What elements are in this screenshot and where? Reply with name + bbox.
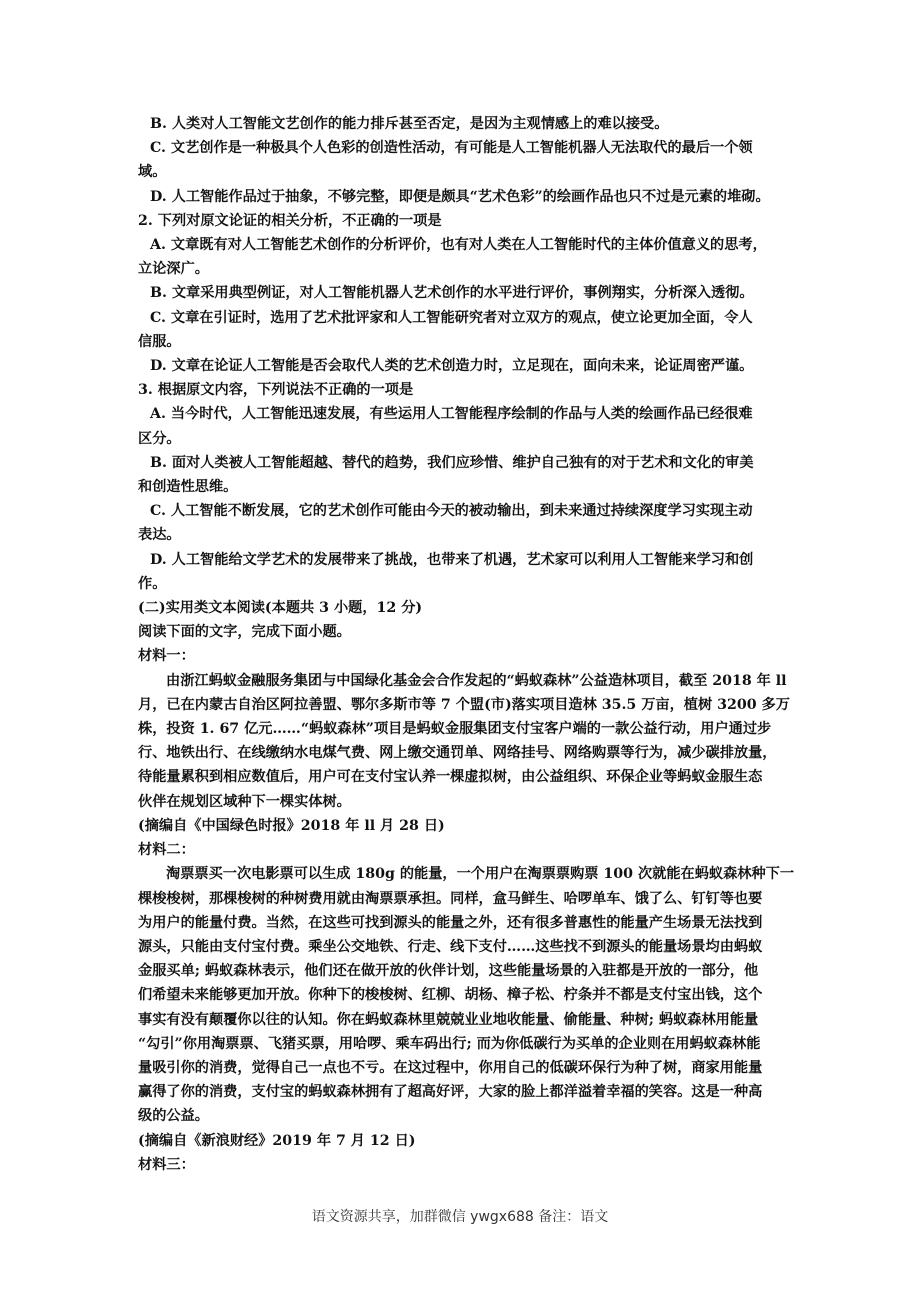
- material2-line: 量吸引你的消费，觉得自己一点也不亏。在这过程中，你用自己的低碳环保行为种了树，商家用能量: [138, 1059, 763, 1076]
- page-content: [138, 112, 795, 1177]
- material2-line: 事实有没有颠覆你以往的认知。你在蚂蚁森林里兢兢业业地收能量、偷能量、种树; 蚂蚁森林用能量: [138, 1011, 759, 1028]
- q1-option-c: C. 文艺创作是一种极具个人色彩的创造性活动，有可能是人工智能机器人无法取代的最后一个领: [150, 140, 753, 157]
- material1-line: 由浙江蚂蚁金融服务集团与中国绿化基金会合作发起的“蚂蚁森林”公益造林项目，截至 2018 年 ll: [166, 672, 787, 689]
- q2-option-c-cont: 信服。: [138, 333, 181, 350]
- material2-line: 级的公益。: [138, 1108, 209, 1125]
- section-title: (二)实用类文本阅读(本题共 3 小题，12 分): [138, 600, 423, 617]
- material1-line: 待能量累积到相应数值后，用户可在支付宝认养一棵虚拟树，由公益组织、环保企业等蚂蚁金服生态: [138, 769, 763, 786]
- material1-line: 株，投资 1. 67 亿元……“蚂蚁森林”项目是蚂蚁金服集团支付宝客户端的一款公益行动，用户通过步: [138, 721, 772, 738]
- q3-option-d-cont: 作。: [138, 575, 167, 592]
- q3-option-c-cont: 表达。: [138, 527, 181, 544]
- material2-label: 材料二：: [138, 842, 195, 859]
- q2-option-a: A. 文章既有对人工智能艺术创作的分析评价，也有对人类在人工智能时代的主体价值意义的思考，: [150, 237, 767, 254]
- page-footer: 语文资源共享，加群微信 ywgx688 备注：语文: [311, 1209, 609, 1225]
- q1-option-b: B. 人类对人工智能文艺创作的能力排斥甚至否定，是因为主观情感上的难以接受。: [150, 116, 669, 132]
- material3-label: 材料三：: [138, 1156, 195, 1173]
- material2-line: 赢得了你的消费，支付宝的蚂蚁森林拥有了超高好评，大家的脸上都洋溢着幸福的笑容。这是一种高: [138, 1084, 763, 1101]
- q1-option-d: D. 人工智能作品过于抽象，不够完整，即便是颇具“艺术色彩”的绘画作品也只不过是元素的堆砌。: [150, 188, 770, 205]
- material1-line: 伙伴在规划区域种下一棵实体树。: [138, 793, 351, 810]
- material2-line: 源头，只能由支付宝付费。乘坐公交地铁、行走、线下支付……这些找不到源头的能量场景均由蚂蚁: [138, 938, 763, 955]
- q3-option-c: C. 人工智能不断发展，它的艺术创作可能由今天的被动输出，到未来通过持续深度学习实现主动: [150, 503, 753, 520]
- material2-line: 们希望未来能够更加开放。你种下的梭梭树、红柳、胡杨、樟子松、柠条并不都是支付宝出钱，这个: [138, 987, 763, 1004]
- material1-line: 行、地铁出行、在线缴纳水电煤气费、网上缴交通罚单、网络挂号、网络购票等行为，减少碳排放量，: [138, 745, 777, 762]
- material2-line: 为用户的能量付费。当然，在这些可找到源头的能量之外，还有很多普惠性的能量产生场景无法找到: [138, 914, 763, 931]
- q2-option-c: C. 文章在引证时，选用了艺术批评家和人工智能研究者对立双方的观点，使立论更加全面，令人: [150, 309, 753, 326]
- material2-line: 棵梭梭树，那棵梭树的种树费用就由淘票票承担。同样，盒马鲜生、哈啰单车、饿了么、钉钉等也要: [138, 890, 763, 907]
- q2-stem: 2. 下列对原文论证的相关分析，不正确的一项是: [138, 212, 442, 229]
- q2-option-b: B. 文章采用典型例证，对人工智能机器人艺术创作的水平进行评价，事例翔实，分析深入透彻。: [150, 285, 754, 302]
- q3-option-b: B. 面对人类被人工智能超越、替代的趋势，我们应珍惜、维护自己独有的对于艺术和文化的审美: [150, 454, 754, 471]
- material1-label: 材料一：: [138, 648, 195, 665]
- material2-line: 淘票票买一次电影票可以生成 180g 的能量，一个用户在淘票票购票 100 次就能在蚂蚁森林种下一: [166, 866, 795, 883]
- material2-line: 金服买单; 蚂蚁森林表示，他们还在做开放的伙伴计划，这些能量场景的入驻都是开放的一部分，他: [138, 963, 759, 980]
- q3-stem: 3. 根据原文内容，下列说法不正确的一项是: [138, 382, 414, 399]
- reading-instruction: 阅读下面的文字，完成下面小题。: [138, 624, 351, 641]
- material2-source: (摘编自《新浪财经》2019 年 7 月 12 日): [138, 1132, 416, 1149]
- q3-option-a-cont: 区分。: [138, 430, 181, 447]
- q3-option-a: A. 当今时代，人工智能迅速发展，有些运用人工智能程序绘制的作品与人类的绘画作品已经很难: [150, 406, 753, 423]
- q3-option-d: D. 人工智能给文学艺术的发展带来了挑战，也带来了机遇，艺术家可以利用人工智能来学习和创: [150, 551, 754, 568]
- material2-line: “勾引”你用淘票票、飞猪买票，用哈啰、乘车码出行; 而为你低碳行为买单的企业则在用蚂蚁森林能: [138, 1035, 761, 1052]
- q1-option-c-cont: 域。: [138, 164, 167, 181]
- q3-option-b-cont: 和创造性思维。: [138, 479, 238, 496]
- q2-option-d: D. 文章在论证人工智能是否会取代人类的艺术创造力时，立足现在，面向未来，论证周密严谨。: [150, 358, 754, 375]
- material1-source: (摘编自《中国绿色时报》2018 年 ll 月 28 日): [138, 817, 445, 834]
- material1-line: 月，已在内蒙古自治区阿拉善盟、鄂尔多斯市等 7 个盟(市)落实项目造林 35.5 万亩，植树 3200 多万: [138, 696, 790, 713]
- q2-option-a-cont: 立论深广。: [138, 261, 209, 278]
